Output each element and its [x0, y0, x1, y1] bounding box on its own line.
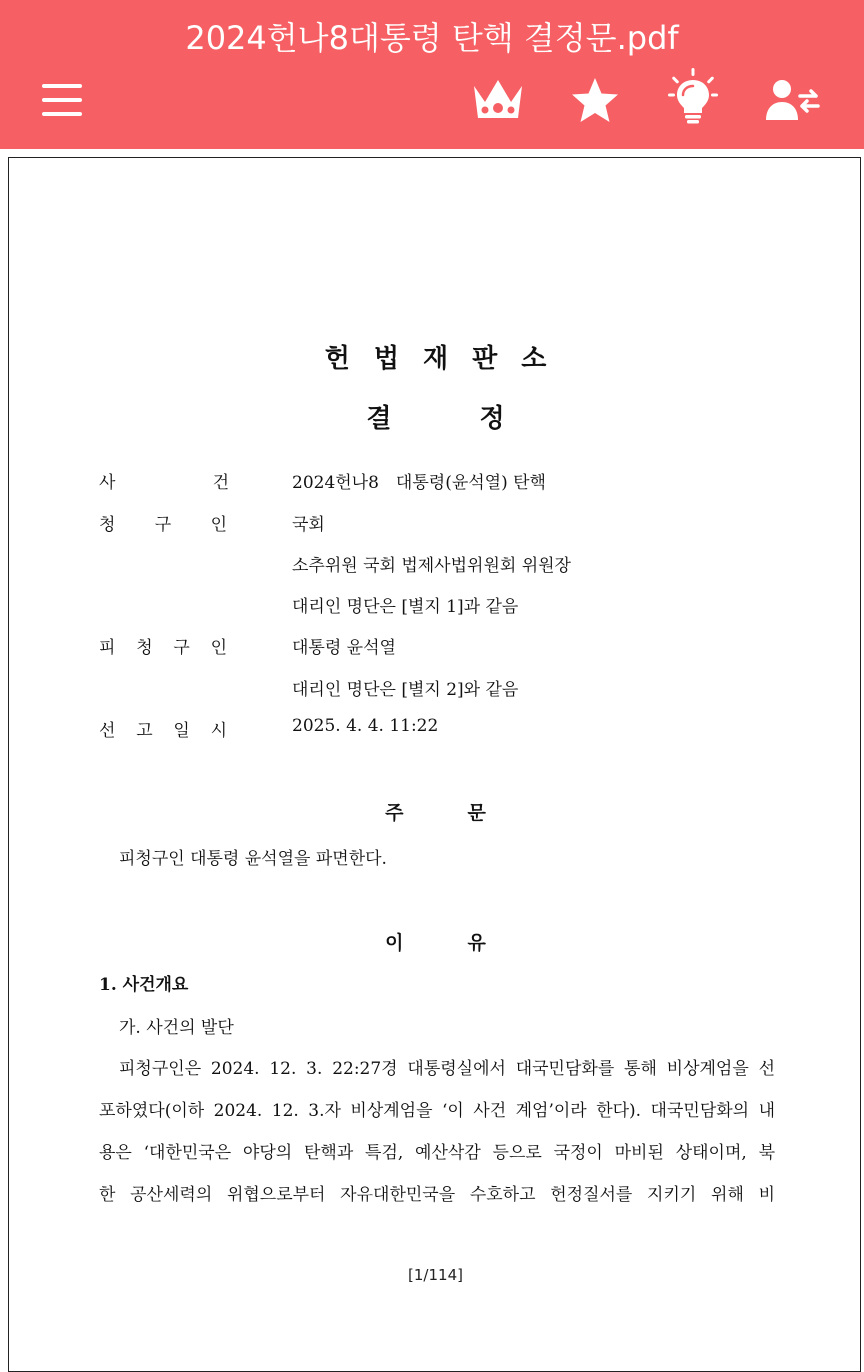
petitioner-name: 국회	[292, 515, 325, 535]
body-line-1: 피청구인은 2024. 12. 3. 22:27경 대통령실에서 대국민담화를 통해 비상계엄을 선	[119, 1059, 775, 1079]
star-icon[interactable]	[570, 76, 620, 124]
reason-heading: 이 유	[385, 932, 486, 954]
decision-date: 2025. 4. 4. 11:22	[292, 716, 439, 736]
case-number: 2024헌나8 대통령(윤석열) 탄핵	[292, 473, 546, 493]
body-line-3: 용은 ‘대한민국은 야당의 탄핵과 특검, 예산삭감 등으로 국정이 마비된 상태이며, 북	[99, 1143, 775, 1163]
body-line-4: 한 공산세력의 위협으로부터 자유대한민국을 수호하고 헌정질서를 지키기 위해 비	[99, 1185, 775, 1205]
page-indicator: [1/114]	[408, 1266, 463, 1284]
order-text: 피청구인 대통령 윤석열을 파면한다.	[119, 849, 387, 869]
court-name: 헌법재판소	[324, 344, 571, 374]
user-swap-icon[interactable]	[766, 78, 820, 122]
app-toolbar	[0, 0, 864, 149]
toolbar-spacer	[0, 149, 864, 157]
respondent-name: 대통령 윤석열	[292, 638, 396, 658]
subsection-title: 가. 사건의 발단	[119, 1018, 234, 1038]
section-title: 1. 사건개요	[99, 975, 189, 995]
pdf-page[interactable]: 헌법재판소 결 정 사 건 2024헌나8 대통령(윤석열) 탄핵 청 구 인 국회 소추위원 국회 법제사법위원회 위원장 대리인 명단은 [별지 1]과 같음 피 청 구 인 대통령 윤석열 대리인 명단은 [별지 2]와 같음 선 고 일 시 2025. 4. 4. 11:22 주 문 피청구인 대통령 윤석열을 파면한다. 이 유 1. 사건개요 가. 사건의 발단 피청구인은 2024. 12. 3. 22:27경 대통령실에서 대국민담화를 통해 비상계엄을 선 포하였다(이하 2024. 12. 3.자 비상계엄을 ‘이 사건 계엄’이라 한다). 대국민담화의 내 용은 ‘대한민국은 야당의 탄핵과 특검, 예산삭감 등으로 국정이 마비된 상태이며, 북 한 공산세력의 위협으로부터 자유대한민국을 수호하고 헌정질서를 지키기 위해 비 [1/114]	[8, 157, 861, 1372]
crown-icon[interactable]	[470, 76, 526, 122]
document-title: 2024헌나8대통령 탄핵 결정문.pdf	[185, 19, 679, 57]
decision-heading: 결 정	[366, 404, 505, 434]
order-heading: 주 문	[385, 802, 486, 824]
body-line-2: 포하였다(이하 2024. 12. 3.자 비상계엄을 ‘이 사건 계엄’이라 한다). 대국민담화의 내	[99, 1101, 775, 1121]
lightbulb-icon[interactable]	[664, 68, 722, 126]
menu-icon[interactable]	[40, 82, 84, 118]
